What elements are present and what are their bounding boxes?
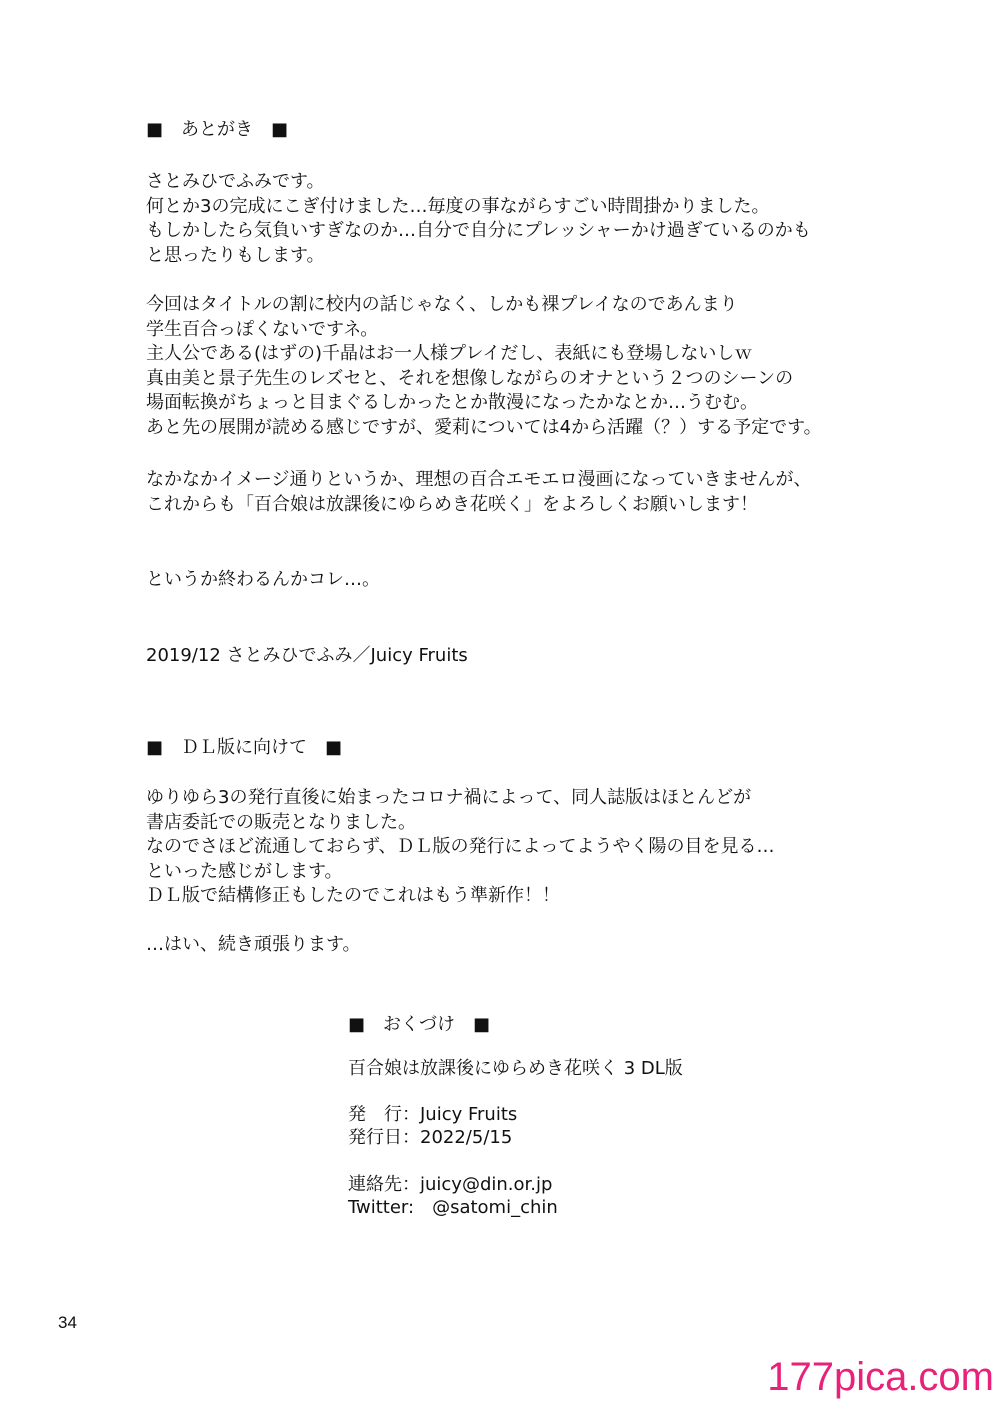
afterword-heading-text: ■ あとがき ■	[146, 119, 289, 140]
dl-note-paragraph-1	[146, 786, 775, 909]
dl-note-heading-text: ■ ＤＬ版に向けて ■	[146, 737, 343, 758]
colophon-publish-info	[348, 1103, 517, 1149]
text-line: 主人公である(はずの)千晶はお一人様プレイだし、表紙にも登場しないしｗ	[146, 343, 753, 364]
colophon-title-text: 百合娘は放課後にゆらめき花咲く 3 DL版	[348, 1058, 683, 1079]
colophon-contact-info	[348, 1173, 558, 1219]
contact-line: 連絡先：juicy@din.or.jp	[348, 1174, 553, 1195]
watermark-text: 177pica.com	[767, 1355, 994, 1399]
text-line: 何とか3の完成にこぎ付けました…毎度の事ながらすごい時間掛かりました。	[146, 195, 770, 217]
text-line: ゆりゆら3の発行直後に始まったコロナ禍によって、同人誌版はほとんどが	[146, 787, 752, 808]
text-line: 今回はタイトルの割に校内の話じゃなく、しかも裸プレイなのであんまり	[146, 294, 738, 315]
site-watermark	[767, 1355, 994, 1400]
text-line: ＤＬ版で結構修正もしたのでこれはもう準新作！！	[146, 885, 560, 906]
page-number-text: 34	[58, 1313, 77, 1332]
page-number	[58, 1313, 77, 1333]
colophon-heading	[348, 1013, 490, 1037]
text-line: 書店委託での販売となりました。	[146, 811, 416, 833]
text-line: これからも「百合娘は放課後にゆらめき花咲く」をよろしくお願いします！	[146, 493, 758, 515]
text-line: といった感じがします。	[146, 860, 343, 882]
afterword-signature	[146, 644, 468, 669]
afterword-heading	[146, 118, 288, 142]
publisher-line: 発 行：Juicy Fruits	[348, 1104, 518, 1125]
text-line: 真由美と景子先生のレズセと、それを想像しながらのオナという２つのシーンの	[146, 367, 794, 389]
colophon-title	[348, 1057, 683, 1080]
text-line: 場面転換がちょっと目まぐるしかったとか散漫になったかなとか…うむむ。	[146, 392, 758, 413]
afterword-paragraph-1	[146, 170, 811, 268]
dl-note-heading	[146, 736, 342, 760]
colophon-heading-text: ■ おくづけ ■	[348, 1014, 491, 1035]
dl-note-paragraph-2	[146, 933, 361, 958]
text-line: …はい、続き頑張ります。	[146, 934, 361, 955]
date-line: 発行日：2022/5/15	[348, 1127, 513, 1148]
text-line: あと先の展開が読める感じですが、愛莉については4から活躍（？）する予定です。	[146, 416, 822, 438]
twitter-line: Twitter: @satomi_chin	[348, 1197, 558, 1218]
afterword-paragraph-2	[146, 293, 822, 440]
signature-text: 2019/12 さとみひでふみ／Juicy Fruits	[146, 645, 468, 666]
text-line: なのでさほど流通しておらず、ＤＬ版の発行によってようやく陽の目を見る…	[146, 836, 775, 857]
text-line: 学生百合っぽくないですネ。	[146, 318, 379, 340]
afterword-paragraph-4	[146, 568, 380, 593]
text-line: もしかしたら気負いすぎなのか…自分で自分にプレッシャーかけ過ぎているのかも	[146, 220, 811, 241]
text-line: というか終わるんかコレ…。	[146, 569, 380, 590]
afterword-paragraph-3	[146, 468, 811, 517]
text-line: なかなかイメージ通りというか、理想の百合エモエロ漫画になっていきませんが、	[146, 469, 812, 490]
text-line: さとみひでふみです。	[146, 171, 325, 192]
text-line: と思ったりもします。	[146, 244, 325, 266]
